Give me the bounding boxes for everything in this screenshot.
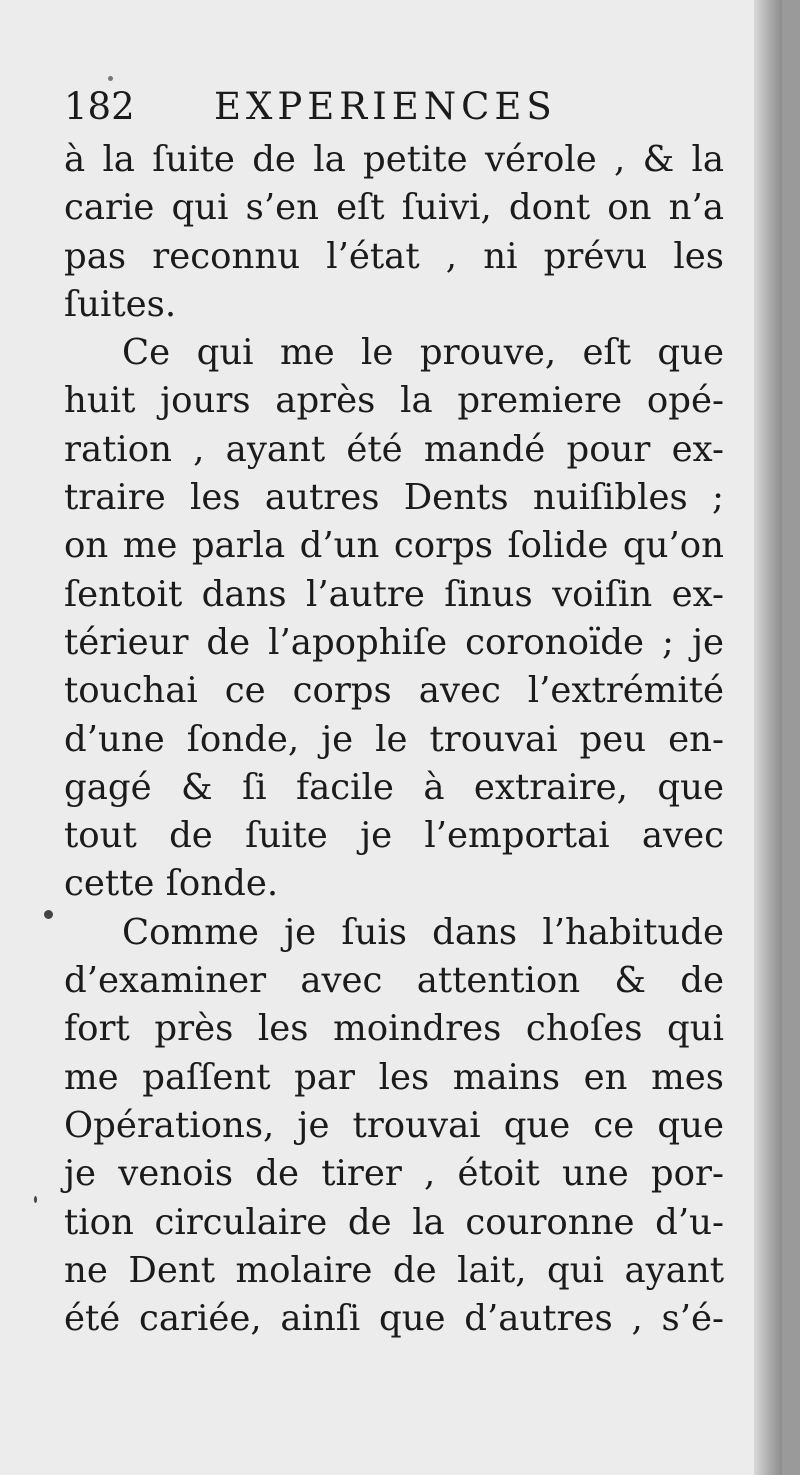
text-line: cette ſonde. — [64, 863, 279, 905]
text-line: on me parla d’un corps ſolide qu’on — [64, 525, 724, 567]
text-line: ſuites. — [64, 283, 177, 325]
text-line: d’une ſonde, je le trouvai peu en- — [64, 718, 724, 760]
page-gutter-shadow — [754, 0, 782, 1475]
ink-speck — [34, 1196, 37, 1203]
text-line: été cariée, ainſi que d’autres , s’é- — [64, 1298, 724, 1340]
text-line: touchai ce corps avec l’extrémité — [64, 670, 724, 712]
text-line: carie qui s’en eſt ſuivi, dont on n’a — [64, 187, 724, 229]
text-line: fort près les moindres choſes qui — [64, 1008, 724, 1050]
text-line: gagé & ſi facile à extraire, que — [64, 766, 724, 808]
text-line: Opérations, je trouvai que ce que — [64, 1104, 724, 1146]
text-line: térieur de l’apophiſe coronoïde ; je — [64, 621, 724, 663]
text-line: me paſſent par les mains en mes — [64, 1056, 724, 1098]
text-line: je venois de tirer , étoit une por- — [64, 1153, 724, 1195]
page-header — [64, 78, 724, 136]
text-line: huit jours après la premiere opé- — [64, 380, 724, 422]
text-line: tout de ſuite je l’emportai avec — [64, 815, 724, 857]
text-line: d’examiner avec attention & de — [64, 960, 724, 1002]
text-line: ſentoit dans l’autre ſinus voiſin ex- — [64, 573, 724, 615]
text-line: traire les autres Dents nuiſibles ; — [64, 477, 724, 519]
page-number: 182 — [64, 85, 135, 128]
text-line: à la ſuite de la petite vérole , & la — [64, 139, 724, 180]
text-line: ne Dent molaire de lait, qui ayant — [64, 1249, 724, 1291]
page-text — [64, 78, 724, 1343]
text-line: pas reconnu l’état , ni prévu les — [64, 235, 724, 277]
running-head: EXPERIENCES — [214, 85, 557, 128]
ink-speck — [44, 910, 53, 919]
text-line: tion circulaire de la couronne d’u- — [64, 1201, 724, 1243]
text-line: Comme je ſuis dans l’habitude — [122, 911, 724, 953]
text-line: ration , ayant été mandé pour ex- — [64, 428, 724, 470]
text-line: Ce qui me le prouve, eſt que — [122, 332, 724, 374]
